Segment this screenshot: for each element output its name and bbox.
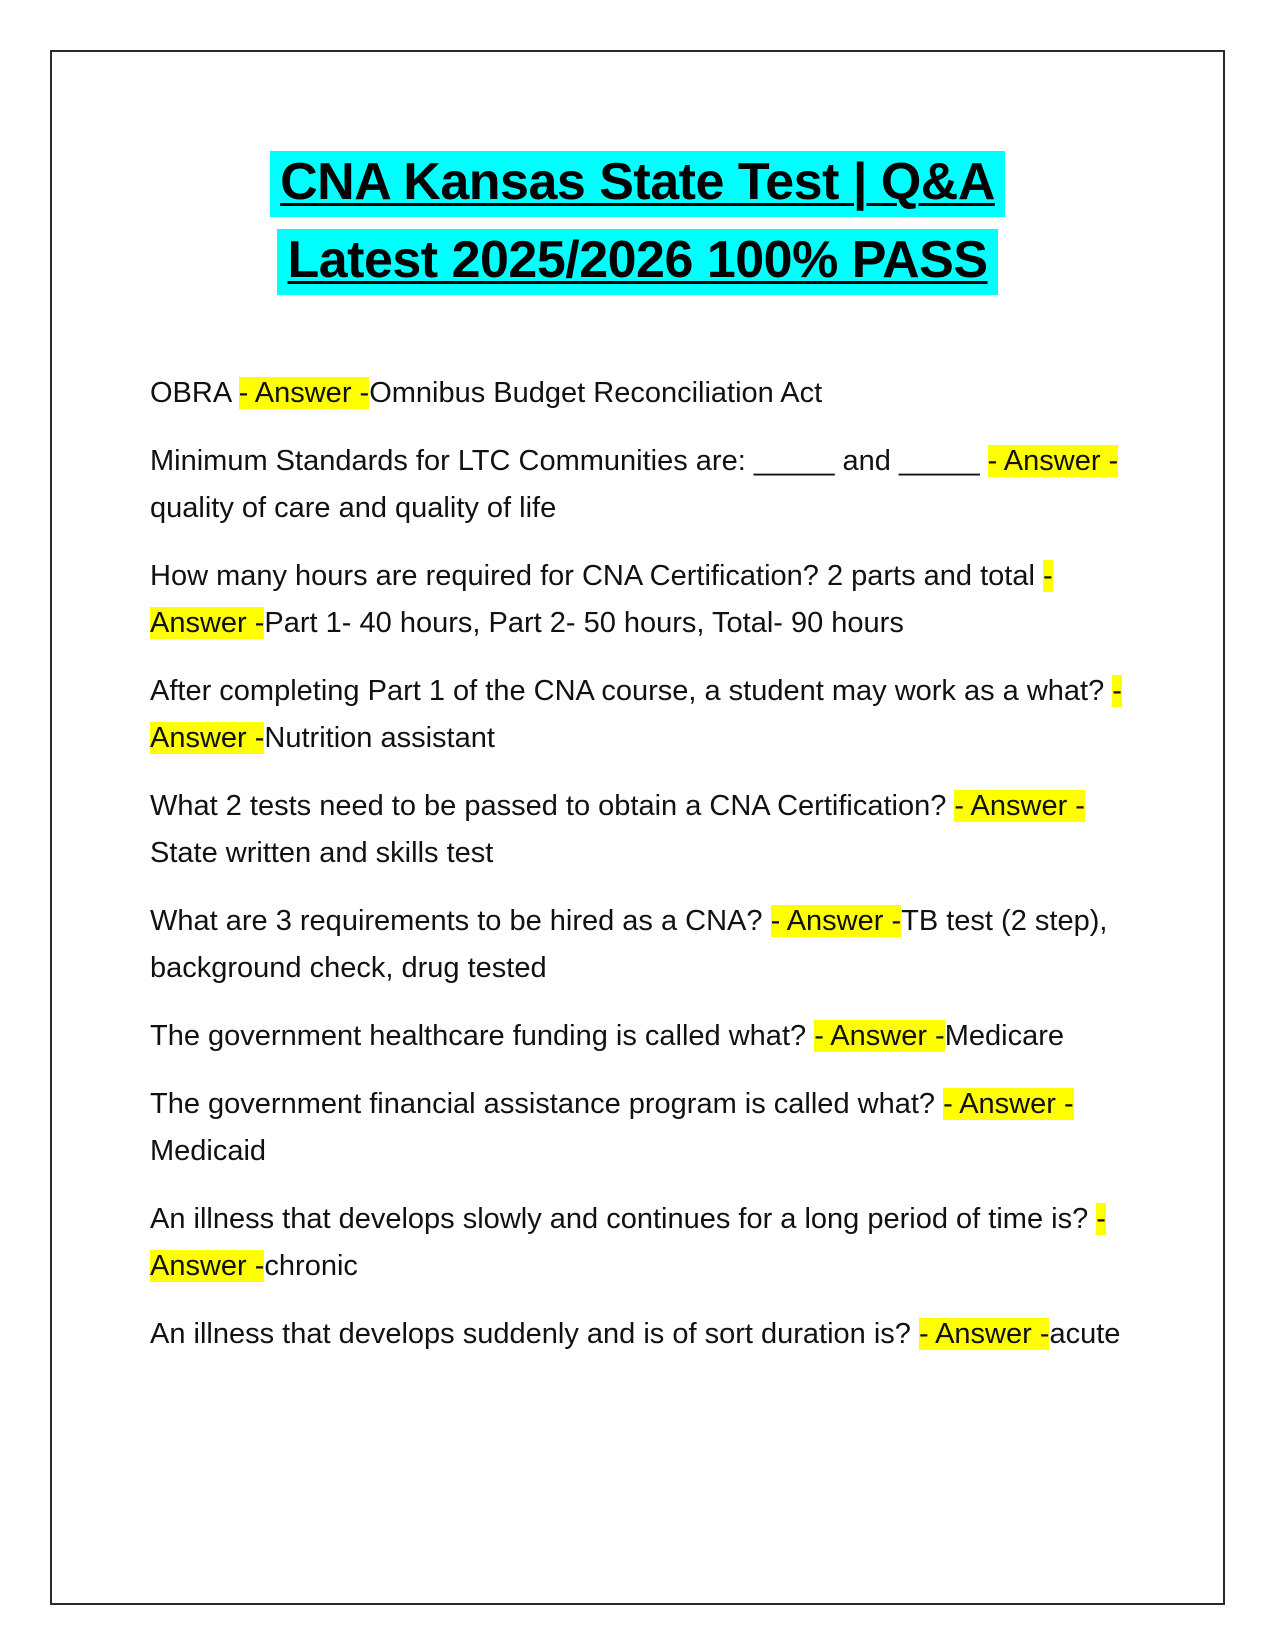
answer-text: Omnibus Budget Reconciliation Act	[369, 377, 823, 409]
title-highlight: CNA Kansas State Test | Q&A	[270, 151, 1005, 217]
answer-text: TB test (2 step), background check, drug tested	[150, 905, 1108, 984]
qa-item	[150, 1013, 1125, 1060]
answer-marker: - Answer -	[150, 1203, 1106, 1282]
answer-text: chronic	[264, 1250, 358, 1282]
answer-text: Part 1- 40 hours, Part 2- 50 hours, Total- 90 hours	[264, 607, 904, 639]
answer-marker: - Answer -	[770, 905, 902, 937]
answer-text: Medicaid	[150, 1135, 267, 1167]
answer-marker: - Answer -	[943, 1088, 1074, 1120]
answer-marker: - Answer -	[150, 675, 1122, 754]
qa-item	[150, 898, 1125, 992]
answer-marker: - Answer -	[150, 560, 1053, 639]
question-text: What are 3 requirements to be hired as a CNA?	[150, 905, 771, 937]
qa-item	[150, 668, 1125, 762]
answer-marker: - Answer -	[954, 790, 1085, 822]
document-title-line-1	[0, 152, 1275, 212]
answer-marker: - Answer -	[987, 445, 1119, 477]
qa-item	[150, 1311, 1125, 1358]
qa-item	[150, 783, 1125, 877]
answer-text: Medicare	[944, 1020, 1064, 1052]
answer-marker: - Answer -	[238, 377, 370, 409]
answer-marker: - Answer -	[918, 1318, 1050, 1350]
question-text: The government financial assistance program is called what?	[150, 1088, 944, 1120]
answer-text: Nutrition assistant	[264, 722, 495, 754]
qa-item	[150, 1081, 1125, 1175]
question-text: An illness that develops slowly and continues for a long period of time is?	[150, 1203, 1097, 1235]
qa-item	[150, 370, 1125, 417]
answer-text: acute	[1049, 1318, 1121, 1350]
document-title-line-2	[0, 230, 1275, 290]
answer-text: State written and skills test	[150, 837, 494, 869]
title-highlight: Latest 2025/2026 100% PASS	[277, 229, 997, 295]
question-text: An illness that develops suddenly and is of sort duration is?	[150, 1318, 919, 1350]
qa-list	[150, 370, 1125, 1379]
question-text: The government healthcare funding is called what?	[150, 1020, 815, 1052]
question-text: How many hours are required for CNA Certification? 2 parts and total	[150, 560, 1043, 592]
qa-item	[150, 553, 1125, 647]
question-text: What 2 tests need to be passed to obtain a CNA Certification?	[150, 790, 955, 822]
question-text: Minimum Standards for LTC Communities are: _____ and _____	[150, 445, 988, 477]
answer-text: quality of care and quality of life	[150, 492, 557, 524]
question-text: OBRA	[150, 377, 239, 409]
qa-item	[150, 1196, 1125, 1290]
question-text: After completing Part 1 of the CNA course, a student may work as a what?	[150, 675, 1113, 707]
answer-marker: - Answer -	[814, 1020, 945, 1052]
qa-item	[150, 438, 1125, 532]
